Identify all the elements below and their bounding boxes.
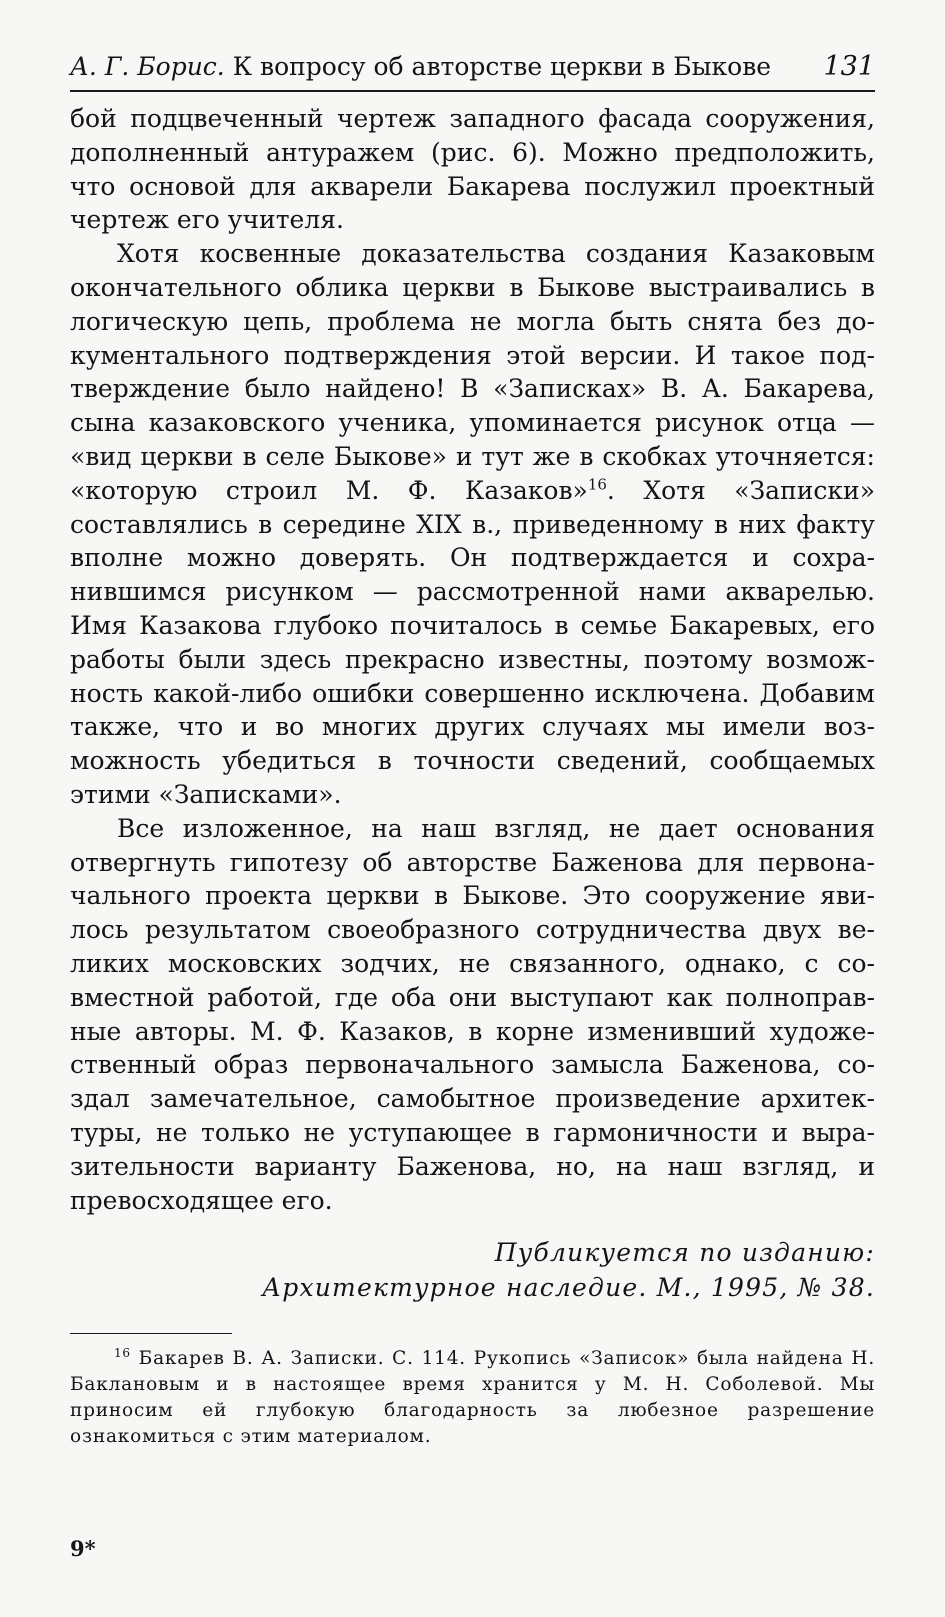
footnote-divider xyxy=(70,1333,232,1334)
source-note xyxy=(70,1235,875,1305)
page xyxy=(70,48,875,1450)
header-text xyxy=(70,48,771,86)
header-author: А. Г. Борис. xyxy=(70,52,225,81)
page-number: 131 xyxy=(823,51,875,82)
footnote-ref-16: 16 xyxy=(587,475,607,494)
footnote-number: 16 xyxy=(114,1346,131,1361)
signature-mark: 9* xyxy=(70,1536,96,1561)
body-text xyxy=(70,102,875,1217)
paragraph-2-before: Хотя косвенные доказательства создания Казаковым окончательного облика церкви в Быкове выстраивались в логическую цепь, проблема не могла быть снята без документального подтверждения этой версии. И такое подтверждение было найдено! В «Записках» В. А. Бакарева, сына казаковского ученика, упоминается рисунок отца — «вид церкви в селе Быкове» и тут же в скобках уточняется: «которую строил М. Ф. Казаков» xyxy=(70,239,875,505)
paragraph-2 xyxy=(70,237,875,812)
paragraph-3: Все изложенное, на наш взгляд, не дает основания отвергнуть гипотезу об авторстве Баженова для первоначального проекта церкви в Быкове. Это сооружение явилось результатом своеобразного сотрудничества двух великих московских зодчих, не связанного, однако, с совместной работой, где оба они выступают как полноправные авторы. М. Ф. Казаков, в корне изменивший художественный образ первоначального замысла Баженова, создал замечательное, самобытное произведение архитектуры, не только не уступающее в гармоничности и выразительности варианту Баженова, но, на наш взгляд, и превосходящее его. xyxy=(70,813,875,1215)
paragraph-1: бой подцвеченный чертеж западного фасада сооружения, дополненный антуражем (рис. 6). Можно предположить, что основой для акварели Бакарева послужил проектный чертеж его учителя. xyxy=(70,104,875,235)
source-note-line-2: Архитектурное наследие. М., 1995, № 38. xyxy=(262,1273,875,1303)
footnote-16 xyxy=(70,1346,875,1450)
header-title: К вопросу об авторстве церкви в Быкове xyxy=(232,52,772,81)
running-head xyxy=(70,48,875,92)
source-note-line-1: Публикуется по изданию: xyxy=(494,1238,875,1268)
paragraph-2-after: . Хотя «Записки» составлялись в середине XIX в., приведенному в них факту вполне можно доверять. Он подтверждается и сохранившимся рисунком — рассмотренной нами акварелью. Имя Казакова глубоко почиталось в семье Бакаревых, его работы были здесь прекрасно известны, поэтому возможность какой-либо ошибки совершенно исключена. Добавим также, что и во многих других случаях мы имели возможность убедиться в точности сведений, сообщаемых этими «Записками». xyxy=(70,475,875,809)
footnote-text: Бакарев В. А. Записки. С. 114. Рукопись «Записок» была найдена Н. Баклановым и в настоящее время хранится у М. Н. Соболевой. Мы приносим ей глубокую благодарность за любезное разрешение ознакомиться с этим материалом. xyxy=(70,1348,875,1448)
